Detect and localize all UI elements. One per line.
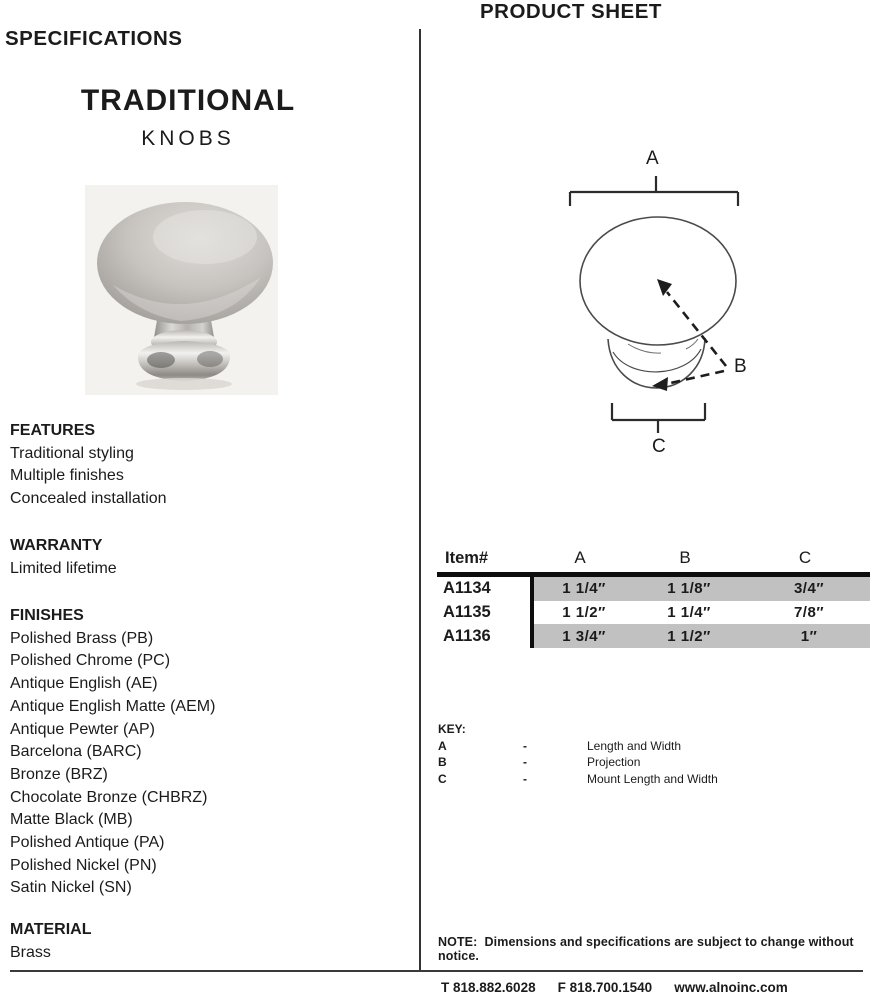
item-number: A1134 (437, 577, 530, 601)
feature-item: Concealed installation (10, 490, 167, 508)
note-text: NOTE: Dimensions and specifications are subject to change without notice. (438, 935, 858, 963)
finish-item: Barcelona (BARC) (10, 743, 142, 761)
features-heading: FEATURES (10, 422, 96, 439)
col-header-item: Item# (445, 549, 489, 567)
dim-c: 7/8″ (793, 604, 825, 622)
key-heading: KEY: (438, 722, 466, 736)
key-section (438, 721, 718, 787)
dim-b: 1 1/2″ (667, 627, 711, 645)
warranty-section (10, 535, 117, 580)
finish-item: Polished Chrome (PC) (10, 652, 171, 670)
finish-item: Satin Nickel (SN) (10, 879, 132, 897)
page-title: TRADITIONAL (80, 84, 296, 117)
specifications-header: SPECIFICATIONS (5, 27, 183, 50)
dim-c: 1″ (800, 627, 818, 645)
material-text: Brass (10, 943, 51, 961)
column-divider (419, 29, 421, 971)
finish-item: Chocolate Bronze (CHBRZ) (10, 788, 208, 806)
warranty-text: Limited lifetime (10, 559, 117, 577)
footer-divider (10, 970, 863, 972)
feature-item: Multiple finishes (10, 467, 124, 485)
product-photo (85, 185, 278, 395)
finish-item: Antique English Matte (AEM) (10, 697, 216, 715)
finish-item: Polished Nickel (PN) (10, 856, 157, 874)
phone-t: T 818.882.6028 (441, 980, 536, 995)
dim-b: 1 1/8″ (667, 580, 711, 598)
table-row (437, 624, 870, 648)
dim-a: 1 3/4″ (562, 627, 606, 645)
col-header-a: A (574, 548, 586, 567)
key-letter: B (438, 755, 447, 769)
product-sheet-header: PRODUCT SHEET (480, 0, 662, 23)
diagram-label-a: A (646, 148, 659, 169)
page-subtitle: KNOBS (141, 127, 235, 150)
item-number: A1136 (437, 624, 530, 648)
feature-item: Traditional styling (10, 444, 134, 462)
footer-contact (441, 980, 788, 995)
key-letter: C (438, 771, 447, 786)
key-dash: - (523, 738, 527, 753)
dim-a: 1 1/4″ (562, 580, 606, 598)
finish-item: Polished Antique (PA) (10, 834, 165, 852)
key-entry (438, 771, 718, 788)
key-entry (438, 754, 718, 771)
features-section (10, 420, 167, 511)
dimensions-table (437, 548, 870, 648)
key-desc: Mount Length and Width (587, 771, 718, 786)
finish-item: Bronze (BRZ) (10, 765, 108, 783)
key-letter: A (438, 738, 447, 753)
warranty-heading: WARRANTY (10, 537, 103, 554)
diagram-label-c: C (652, 436, 666, 457)
diagram-label-b: B (734, 356, 747, 377)
dimension-diagram (540, 148, 772, 463)
finish-item: Polished Brass (PB) (10, 629, 154, 647)
col-header-b: B (679, 548, 691, 567)
phone-f: F 818.700.1540 (557, 980, 653, 995)
material-section (10, 919, 91, 964)
material-heading: MATERIAL (10, 921, 92, 938)
dim-a: 1 1/2″ (562, 604, 606, 622)
dim-c: 3/4″ (793, 580, 825, 598)
key-dash: - (523, 771, 527, 786)
key-dash: - (523, 755, 527, 769)
item-number: A1135 (437, 601, 530, 625)
key-entry (438, 738, 718, 755)
website: www.alnoinc.com (674, 980, 788, 995)
knob-photo-illustration (85, 185, 278, 395)
finish-item: Antique English (AE) (10, 675, 158, 693)
finish-item: Antique Pewter (AP) (10, 720, 155, 738)
dim-b: 1 1/4″ (667, 604, 711, 622)
table-header-row (437, 548, 870, 577)
finishes-heading: FINISHES (10, 607, 84, 624)
finish-item: Matte Black (MB) (10, 811, 133, 829)
finishes-section (10, 605, 215, 900)
key-desc: Length and Width (587, 738, 682, 753)
key-desc: Projection (587, 755, 641, 769)
table-row (437, 577, 870, 601)
table-row (437, 601, 870, 625)
col-header-c: C (798, 548, 812, 567)
